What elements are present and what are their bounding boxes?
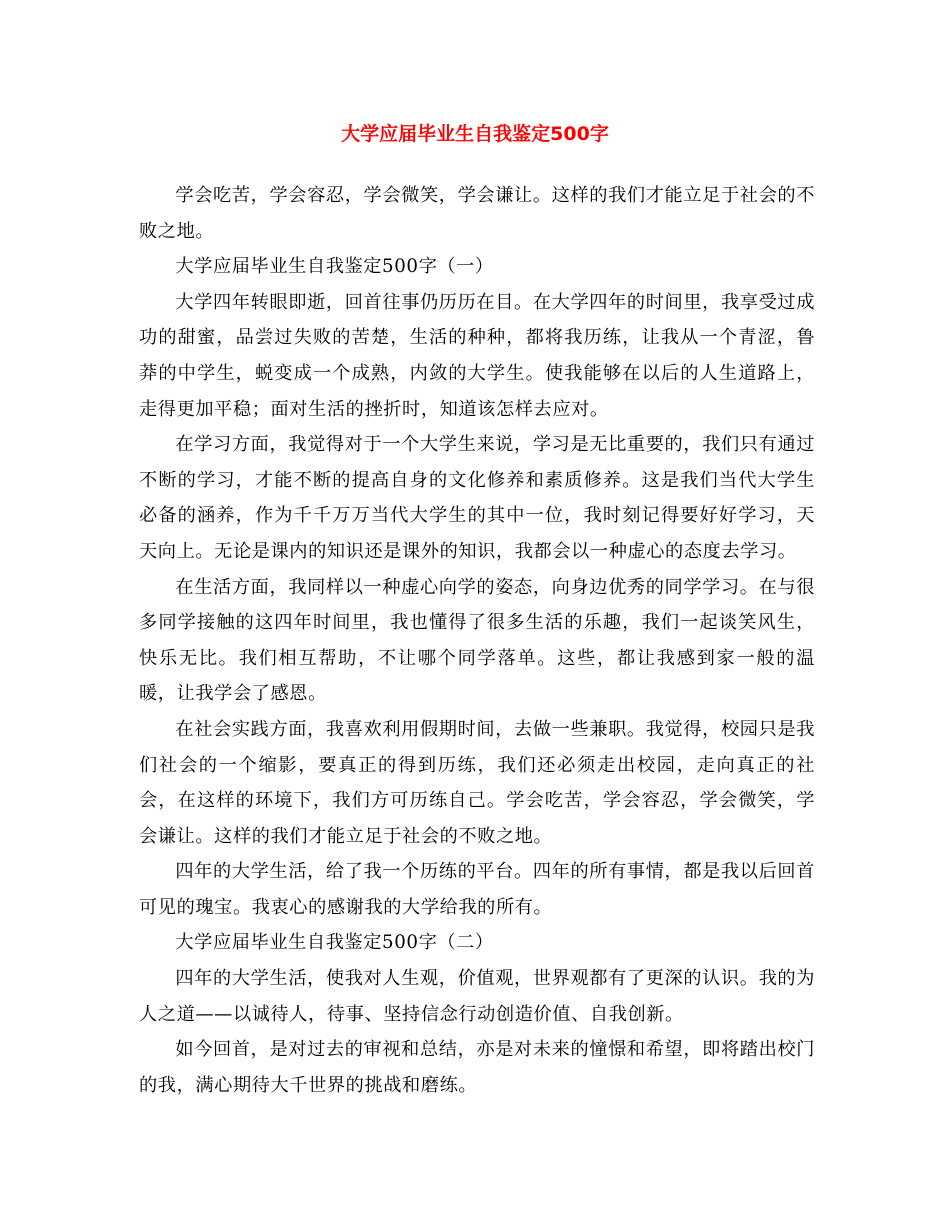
paragraph-study: 在学习方面，我觉得对于一个大学生来说，学习是无比重要的，我们只有通过不断的学习，才能不断的提高自身的文化修养和素质修养。这是我们当代大学生必备的涵养，作为千千万万当代大学生的其中一位，我时刻记得要好好学习，天天向上。无论是课内的知识还是课外的知识，我都会以一种虚心的态度去学习。 — [139, 434, 815, 562]
section-heading-two: 大学应届毕业生自我鉴定500字（二） — [175, 932, 494, 954]
document-body — [139, 178, 815, 1103]
paragraph-intro: 学会吃苦，学会容忍，学会微笑，学会谦让。这样的我们才能立足于社会的不败之地。 — [139, 185, 815, 242]
paragraph-overview: 大学四年转眼即逝，回首往事仍历历在目。在大学四年的时间里，我享受过成功的甜蜜，品尝过失败的苦楚，生活的种种，都将我历练，让我从一个青涩，鲁莽的中学生，蜕变成一个成熟，内敛的大学生。使我能够在以后的人生道路上，走得更加平稳；面对生活的挫折时，知道该怎样去应对。 — [139, 291, 815, 420]
section-heading-one: 大学应届毕业生自我鉴定500字（一） — [175, 256, 494, 278]
paragraph-life: 在生活方面，我同样以一种虚心向学的姿态，向身边优秀的同学学习。在与很多同学接触的这四年时间里，我也懂得了很多生活的乐趣，我们一起谈笑风生，快乐无比。我们相互帮助，不让哪个同学落单。这些，都让我感到家一般的温暖，让我学会了感恩。 — [139, 576, 815, 705]
document-title: 大学应届毕业生自我鉴定500字 — [341, 123, 609, 145]
paragraph-worldview: 四年的大学生活，使我对人生观，价值观，世界观都有了更深的认识。我的为人之道——以诚待人，待事、坚持信念行动创造价值、自我创新。 — [139, 968, 815, 1025]
paragraph-summary: 四年的大学生活，给了我一个历练的平台。四年的所有事情，都是我以后回首可见的瑰宝。我衷心的感谢我的大学给我的所有。 — [139, 861, 815, 918]
paragraph-closing: 如今回首，是对过去的审视和总结，亦是对未来的憧憬和希望，即将踏出校门的我，满心期待大千世界的挑战和磨练。 — [139, 1039, 815, 1096]
paragraph-social-practice: 在社会实践方面，我喜欢利用假期时间，去做一些兼职。我觉得，校园只是我们社会的一个缩影，要真正的得到历练，我们还必须走出校园，走向真正的社会，在这样的环境下，我们方可历练自己。学会吃苦，学会容忍，学会微笑，学会谦让。这样的我们才能立足于社会的不败之地。 — [139, 718, 815, 847]
